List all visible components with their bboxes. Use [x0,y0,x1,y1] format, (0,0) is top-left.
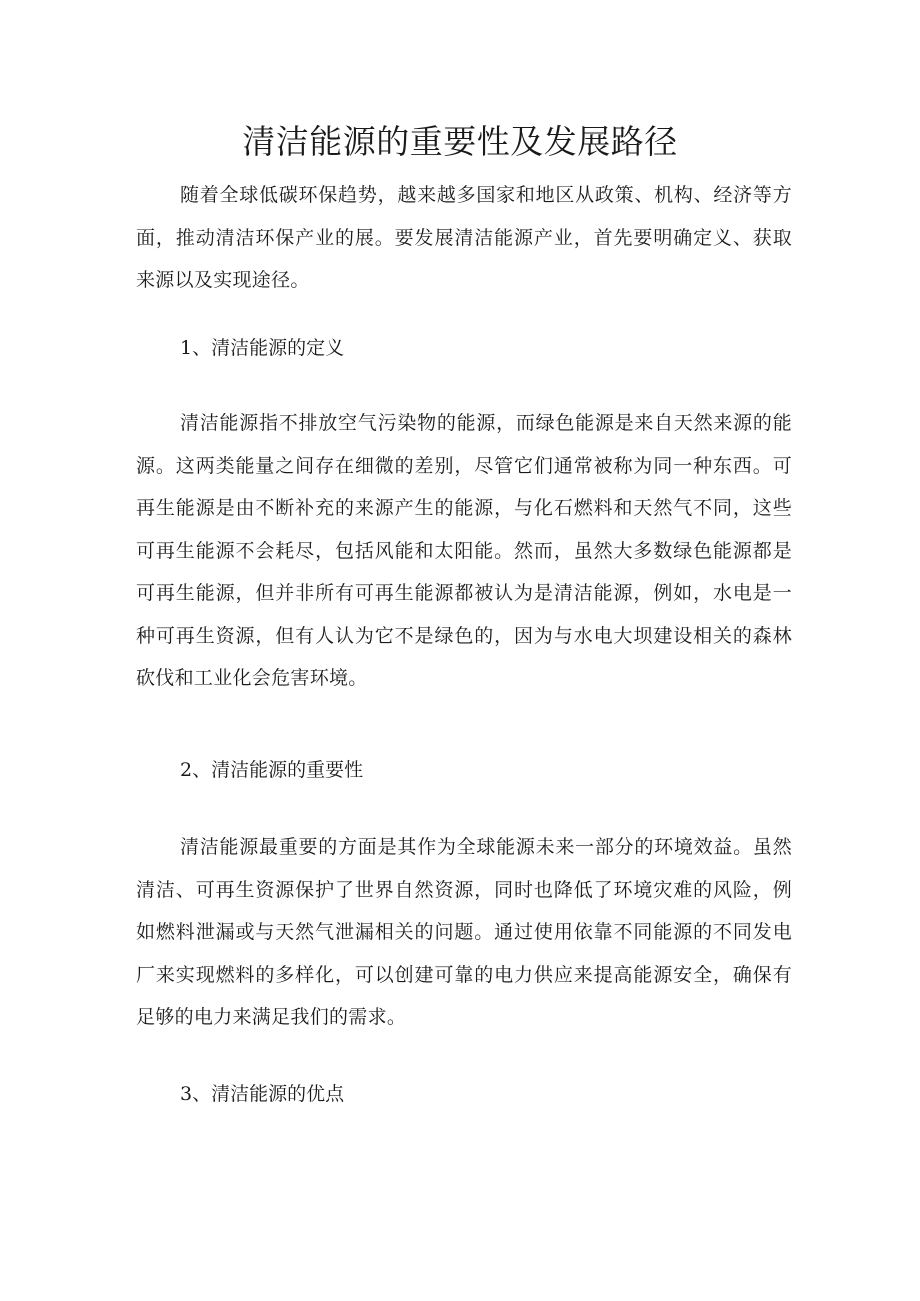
section-heading-importance: 2、清洁能源的重要性 [180,759,364,781]
section-paragraph-importance: 清洁能源最重要的方面是其作为全球能源未来一部分的环境效益。虽然清洁、可再生资源保护了世界自然资源，同时也降低了环境灾难的风险，例如燃料泄漏或与天然气泄漏相关的问题。通过使用依靠不同能源的不同发电厂来实现燃料的多样化，可以创建可靠的电力供应来提高能源安全，确保有足够的电力来满足我们的需求。 [136,836,792,1028]
document-title: 清洁能源的重要性及发展路径 [242,122,678,161]
section-heading-advantages: 3、清洁能源的优点 [180,1083,345,1105]
intro-paragraph: 随着全球低碳环保趋势，越来越多国家和地区从政策、机构、经济等方面，推动清洁环保产业的展。要发展清洁能源产业，首先要明确定义、获取来源以及实现途径。 [136,184,792,291]
section-heading-definition: 1、清洁能源的定义 [180,337,345,359]
section-paragraph-definition: 清洁能源指不排放空气污染物的能源，而绿色能源是来自天然来源的能源。这两类能量之间存在细微的差别，尽管它们通常被称为同一种东西。可再生能源是由不断补充的来源产生的能源，与化石燃料和天然气不同，这些可再生能源不会耗尽，包括风能和太阳能。然而，虽然大多数绿色能源都是可再生能源，但并非所有可再生能源都被认为是清洁能源，例如，水电是一种可再生资源，但有人认为它不是绿色的，因为与水电大坝建设相关的森林砍伐和工业化会危害环境。 [136,412,792,689]
